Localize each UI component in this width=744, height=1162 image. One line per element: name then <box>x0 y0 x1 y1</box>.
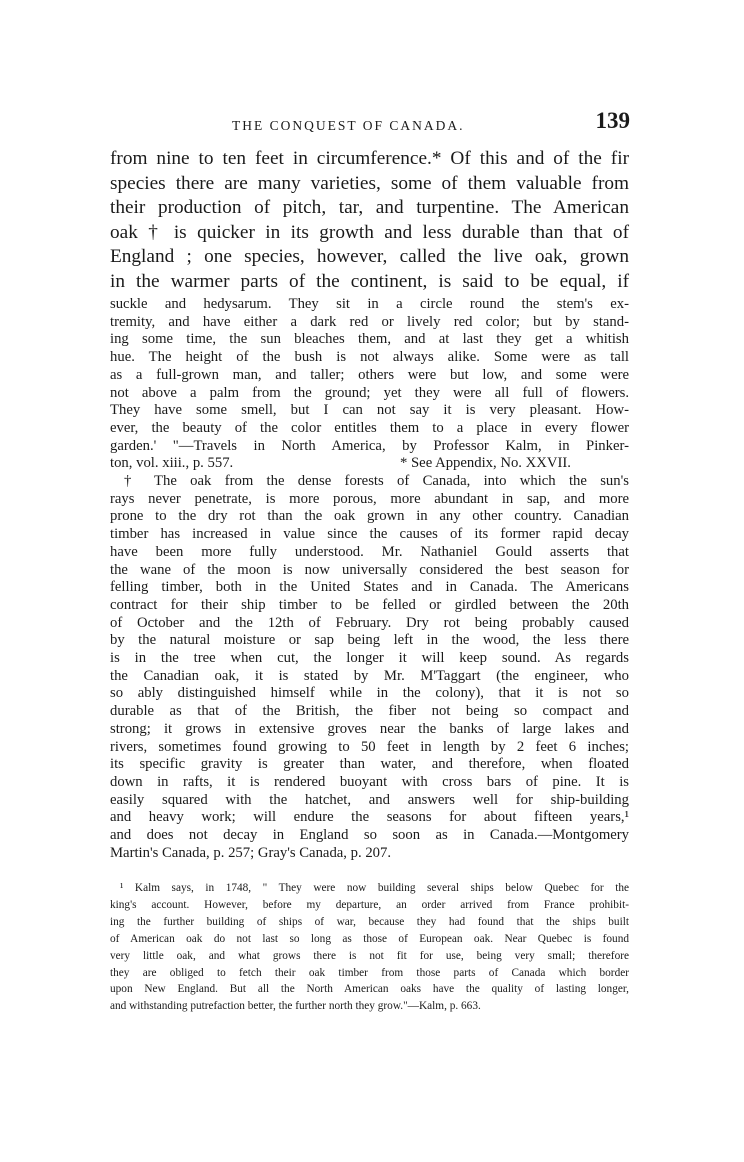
text-line: species there are many varieties, some of them valuable from <box>110 172 629 194</box>
note-line: They have some smell, but I can not say it is very pleasant. How- <box>110 402 629 419</box>
footnote-line: upon New England. But all the North American oaks have the quality of lasting longer, <box>110 983 629 996</box>
footnote-line: very little oak, and what grows there is not fit for use, being very small; therefore <box>110 949 629 962</box>
reference-line <box>110 455 629 473</box>
note-line: and heavy work; will endure the seasons for about fifteen years,¹ <box>110 809 629 826</box>
text-line: England ; one species, however, called the live oak, grown <box>110 246 629 267</box>
note-line: the Canadian oak, it is stated by Mr. M'Taggart (the engineer, who <box>110 667 629 684</box>
page-number: 139 <box>595 108 630 133</box>
note-line: prone to the dry rot than the oak grown in any other country. Canadian <box>110 508 629 525</box>
note-line: felling timber, both in the United States and in Canada. The Americans <box>110 579 629 596</box>
note-line: as a full-grown man, and taller; others were but low, and some were <box>110 366 629 383</box>
footnote-line: they are obliged to fetch their oak timber from those parts of Canada which border <box>110 966 629 979</box>
note-line: of October and the 12th of February. Dry rot being probably caused <box>110 614 629 631</box>
footnote-line: king's account. However, before my departure, an order arrived from France prohibit- <box>110 898 629 911</box>
main-text <box>110 147 629 294</box>
note-line: durable as that of the British, the fiber not being so compact and <box>110 703 629 720</box>
text-line: in the warmer parts of the continent, is said to be equal, if <box>110 270 629 292</box>
note-line: is in the tree when cut, the longer it will keep sound. As regards <box>110 650 629 667</box>
note-line: ing some time, the sun bleaches them, and at last they get a whitish <box>110 331 629 348</box>
note-line: tremity, and have either a dark red or lively red color; but by stand- <box>110 313 629 330</box>
footnote <box>110 880 629 1015</box>
note-line: † The oak from the dense forests of Canada, into which the sun's <box>124 473 629 490</box>
note-line: hue. The height of the bush is not always alike. Some were as tall <box>110 349 629 366</box>
note-line: so ably distinguished himself while in the colony), that it is not so <box>110 685 629 702</box>
note-line: strong; it grows in extensive groves near the banks of large lakes and <box>110 720 629 737</box>
text-line: oak † is quicker in its growth and less durable than that of <box>110 221 629 243</box>
note-line: rays never penetrate, is more porous, more abundant in sap, and more <box>110 490 629 507</box>
note-line: ever, the beauty of the color entitles them to a place in every flower <box>110 419 629 436</box>
note-line: easily squared with the hatchet, and answers well for ship-building <box>110 791 629 808</box>
page-header <box>110 108 630 138</box>
footnote-line: and withstanding putrefaction better, the further north they grow."—Kalm, p. 663. <box>110 1000 481 1013</box>
notes-block <box>110 296 629 863</box>
footnote-line: of American oak do not last so long as those of European oak. Near Quebec is found <box>110 932 629 945</box>
reference-source: ton, vol. xiii., p. 557. <box>110 455 234 472</box>
note-line: by the natural moisture or sap being left in the wood, the less there <box>110 632 629 649</box>
note-line: garden.' "—Travels in North America, by Professor Kalm, in Pinker- <box>110 437 629 454</box>
text-line: from nine to ten feet in circumference.* Of this and of the fir <box>110 148 629 169</box>
note-line: down in rafts, it is rendered buoyant with cross bars of pine. It is <box>110 773 629 790</box>
appendix-reference: * See Appendix, No. XXVII. <box>400 455 571 472</box>
note-line: rivers, sometimes found growing to 50 feet in length by 2 feet 6 inches; <box>110 738 629 755</box>
note-line: the wane of the moon is now universally considered the best season for <box>110 561 629 578</box>
note-line: not above a palm from the ground; yet they were all full of flowers. <box>110 384 629 401</box>
note-line: its specific gravity is greater than water, and therefore, when floated <box>110 756 629 773</box>
note-line: Martin's Canada, p. 257; Gray's Canada, p. 207. <box>110 844 392 861</box>
note-line: timber has increased in value since the causes of its former rapid decay <box>110 526 629 543</box>
note-line: and does not decay in England so soon as in Canada.—Montgomery <box>110 827 629 844</box>
note-line: suckle and hedysarum. They sit in a circle round the stem's ex- <box>110 296 629 312</box>
text-line: their production of pitch, tar, and turpentine. The American <box>110 197 629 218</box>
footnote-line: ¹ Kalm says, in 1748, " They were now building several ships below Quebec for the <box>120 882 629 894</box>
note-line: have been more fully understood. Mr. Nathaniel Gould asserts that <box>110 543 629 560</box>
running-title: THE CONQUEST OF CANADA. <box>232 118 465 133</box>
footnote-line: ing the further building of ships of war, because they had found that the ships built <box>110 915 629 928</box>
note-line: contract for their ship timber to be felled or girdled between the 20th <box>110 596 629 613</box>
